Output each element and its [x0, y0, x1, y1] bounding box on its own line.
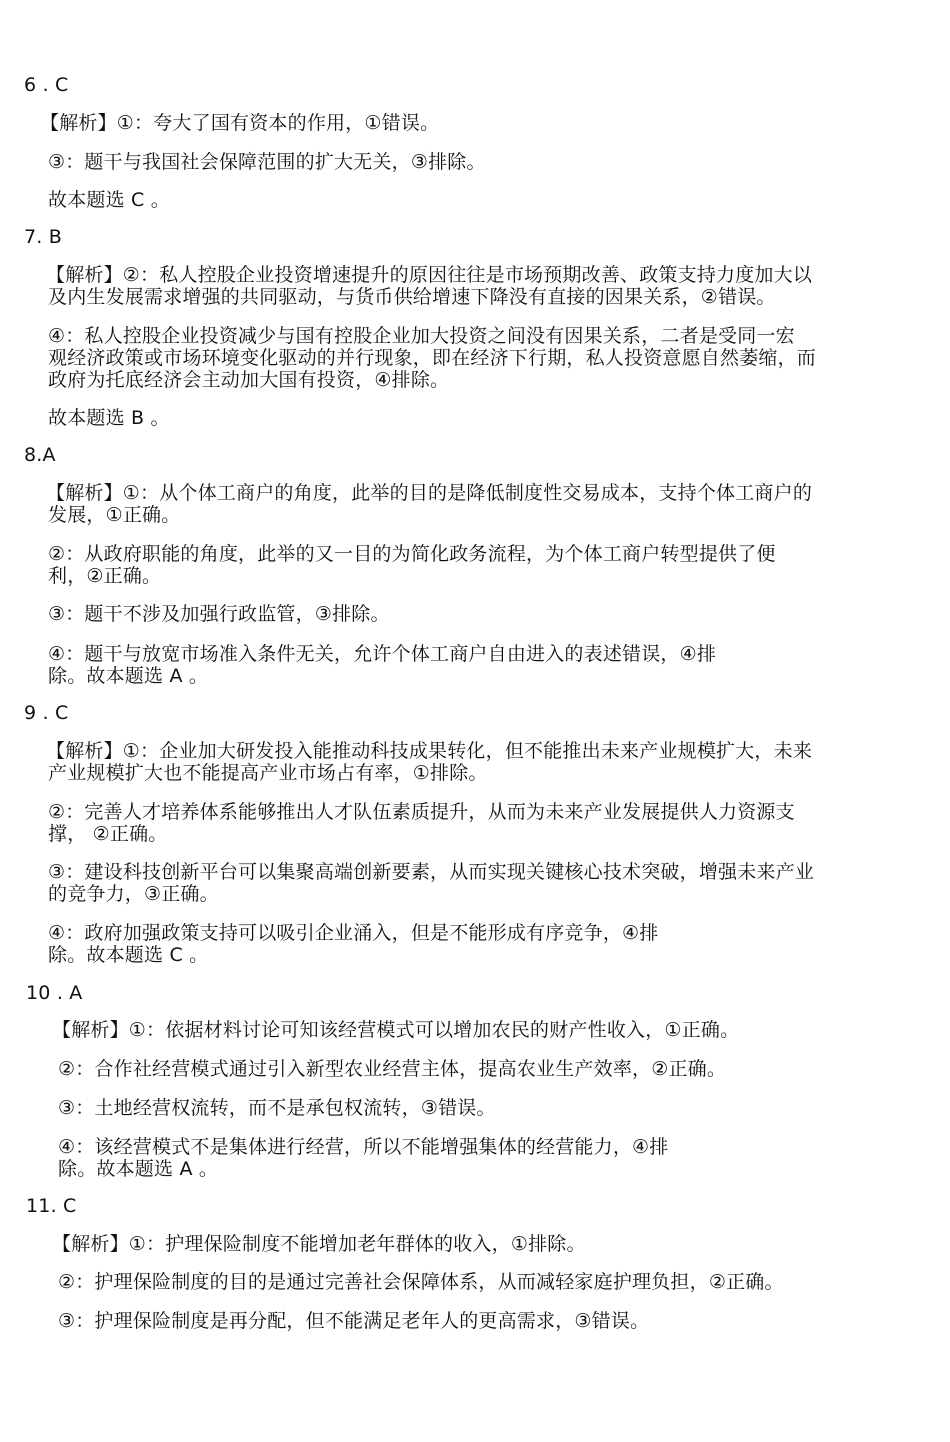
analysis-line: 发展，①正确。 — [48, 504, 181, 526]
analysis-line: ②：完善人才培养体系能够推出人才队伍素质提升，从而为未来产业发展提供人力资源支 — [48, 801, 795, 823]
analysis-line: 【解析】①：夸大了国有资本的作用，①错误。 — [40, 112, 440, 134]
analysis-line: ④：该经营模式不是集体进行经营，所以不能增强集体的经营能力，④排 — [58, 1136, 669, 1158]
analysis-line: ③：建设科技创新平台可以集聚高端创新要素，从而实现关键核心技术突破，增强未来产业 — [48, 861, 815, 883]
question-number: 7. B — [24, 226, 63, 248]
analysis-line: 观经济政策或市场环境变化驱动的并行现象，即在经济下行期，私人投资意愿自然萎缩，而 — [48, 347, 817, 369]
question-number: 9 . C — [24, 702, 69, 724]
question-number: 10 . A — [26, 982, 83, 1004]
conclusion-line: 故本题选 C 。 — [48, 189, 170, 211]
analysis-line: ③：题干与我国社会保障范围的扩大无关，③排除。 — [48, 151, 486, 173]
analysis-line: ③：土地经营权流转，而不是承包权流转，③错误。 — [58, 1097, 496, 1119]
conclusion-line: 除。故本题选 A 。 — [48, 665, 209, 687]
question-number: 6 . C — [24, 74, 69, 96]
question-number: 11. C — [26, 1195, 77, 1217]
analysis-line: ③：护理保险制度是再分配，但不能满足老年人的更高需求，③错误。 — [58, 1310, 650, 1332]
analysis-line: ④：政府加强政策支持可以吸引企业涌入，但是不能形成有序竞争，④排 — [48, 922, 659, 944]
conclusion-line: 故本题选 B 。 — [48, 407, 170, 429]
analysis-line: 【解析】②：私人控股企业投资增速提升的原因往往是市场预期改善、政策支持力度加大以 — [46, 264, 813, 286]
analysis-line: 【解析】①：企业加大研发投入能推动科技成果转化，但不能推出未来产业规模扩大，未来 — [46, 740, 813, 762]
analysis-line: 撑， ②正确。 — [48, 823, 168, 845]
analysis-line: 的竞争力，③正确。 — [48, 883, 219, 905]
conclusion-line: 除。故本题选 C 。 — [48, 944, 209, 966]
question-number: 8.A — [24, 444, 56, 466]
analysis-line: 产业规模扩大也不能提高产业市场占有率，①排除。 — [48, 762, 488, 784]
analysis-line: 政府为托底经济会主动加大国有投资，④排除。 — [48, 369, 450, 391]
analysis-line: 【解析】①：从个体工商户的角度，此举的目的是降低制度性交易成本，支持个体工商户的 — [46, 482, 813, 504]
analysis-line: ④：私人控股企业投资减少与国有控股企业加大投资之间没有因果关系，二者是受同一宏 — [48, 325, 795, 347]
analysis-line: 利，②正确。 — [48, 565, 162, 587]
analysis-line: ③：题干不涉及加强行政监管，③排除。 — [48, 603, 390, 625]
analysis-line: 【解析】①：护理保险制度不能增加老年群体的收入，①排除。 — [52, 1233, 586, 1255]
analysis-line: 及内生发展需求增强的共同驱动，与货币供给增速下降没有直接的因果关系，②错误。 — [48, 286, 776, 308]
analysis-line: ④：题干与放宽市场准入条件无关，允许个体工商户自由进入的表述错误，④排 — [48, 643, 717, 665]
analysis-line: ②：从政府职能的角度，此举的又一目的为简化政务流程，为个体工商户转型提供了便 — [48, 543, 776, 565]
analysis-line: ②：合作社经营模式通过引入新型农业经营主体，提高农业生产效率，②正确。 — [58, 1058, 727, 1080]
analysis-line: ②：护理保险制度的目的是通过完善社会保障体系，从而减轻家庭护理负担，②正确。 — [58, 1271, 784, 1293]
conclusion-line: 除。故本题选 A 。 — [58, 1158, 219, 1180]
analysis-line: 【解析】①：依据材料讨论可知该经营模式可以增加农民的财产性收入，①正确。 — [52, 1019, 740, 1041]
